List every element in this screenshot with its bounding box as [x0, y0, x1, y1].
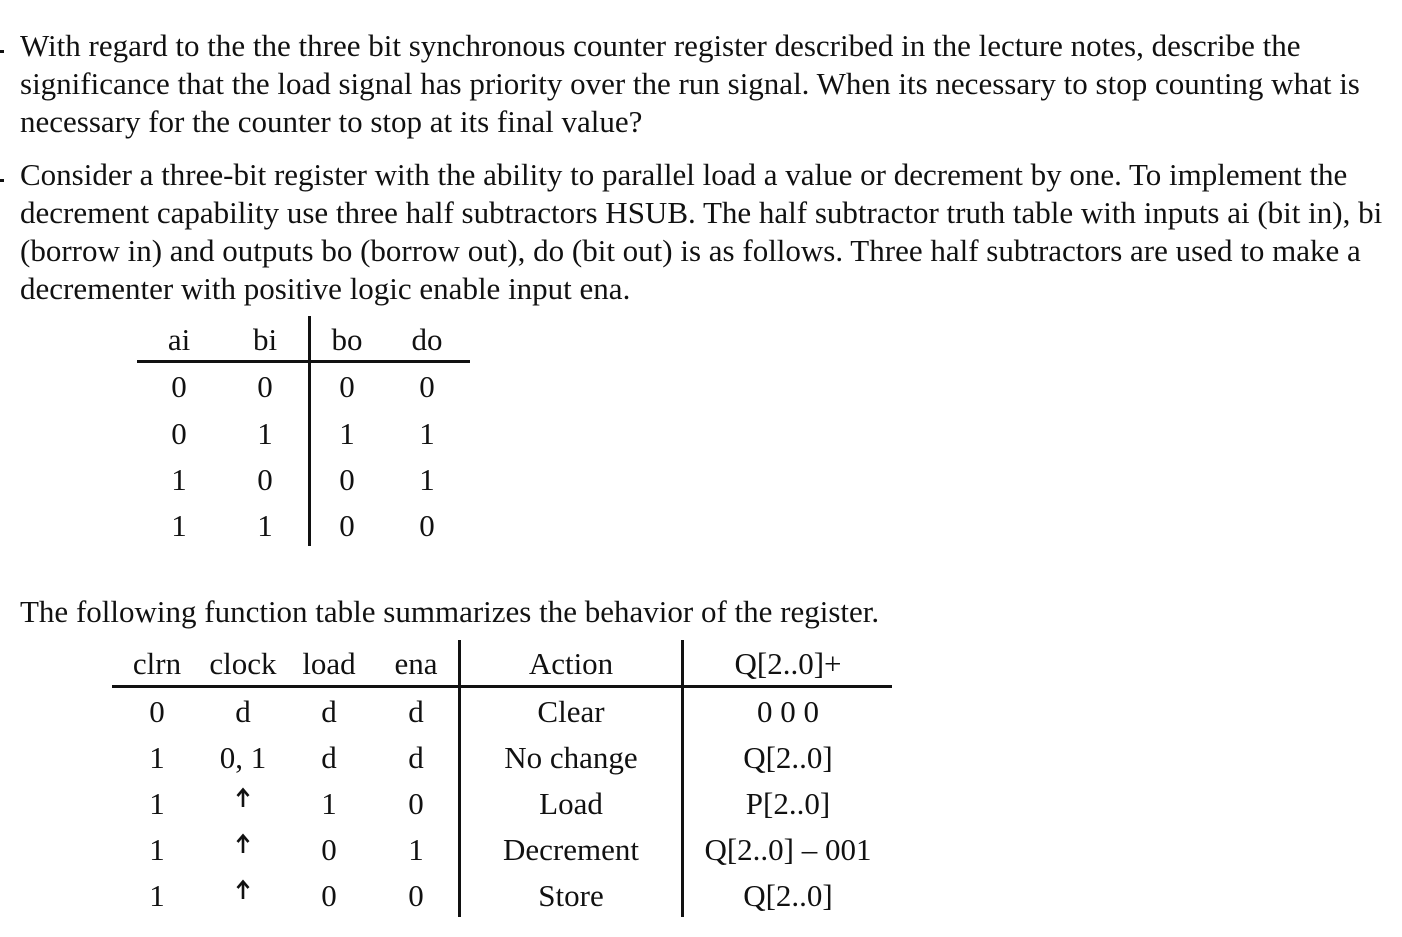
ft-cell: Q[2..0]: [743, 878, 833, 913]
ft-header-clock: clock: [209, 646, 277, 681]
ft-divider-inputs: [458, 640, 461, 917]
ft-cell: 1: [149, 878, 165, 913]
hsub-cell: 0: [257, 462, 273, 497]
hsub-cell: 1: [339, 416, 355, 451]
question-2-text: Consider a three-bit register with the ability to parallel load a value or decrement by one. To implement the decrement capability use three half subtractors HSUB. The half subtractor truth table with inputs ai (bit in), bi (borrow in) and outputs bo (borrow out), do (bit out) is as follows. Three half subtractors are used to make a decrementer with positive logic enable input ena.: [20, 157, 1383, 306]
up-arrow-icon: [203, 877, 283, 913]
hsub-cell: 1: [171, 508, 187, 543]
ft-header-rule: [112, 685, 892, 688]
ft-cell: Clear: [537, 694, 605, 729]
ft-cell: 0: [321, 832, 337, 867]
ft-cell: 1: [149, 832, 165, 867]
ft-cell: 0: [408, 878, 424, 913]
ft-header-clrn: clrn: [132, 646, 182, 681]
ft-cell: Decrement: [503, 832, 639, 867]
hsub-cell: 0: [419, 369, 435, 404]
ft-divider-action: [681, 640, 684, 917]
ft-header-load: load: [302, 646, 356, 681]
ft-cell: Q[2..0]: [743, 740, 833, 775]
ft-cell: 1: [149, 786, 165, 821]
hsub-cell: 1: [171, 462, 187, 497]
hsub-header-bi: bi: [252, 322, 278, 357]
question-1-text: With regard to the the three bit synchronous counter register described in the lecture notes, describe the significance that the load signal has priority over the run signal. When its necessary to stop counting what is necessary for the counter to stop at its final value?: [20, 28, 1360, 139]
ft-header-action: Action: [528, 646, 614, 681]
ft-cell: Load: [539, 786, 603, 821]
hsub-header-rule: [137, 360, 470, 363]
hsub-cell: 0: [339, 508, 355, 543]
up-arrow-icon: [203, 785, 283, 821]
hsub-cell: 1: [419, 462, 435, 497]
hsub-cell: 0: [339, 369, 355, 404]
hsub-cell: 1: [419, 416, 435, 451]
ft-cell: d: [235, 694, 251, 729]
ft-header-ena: ena: [394, 646, 438, 681]
hsub-cell: 0: [419, 508, 435, 543]
list-marker: [0, 50, 4, 53]
hsub-cell: 0: [339, 462, 355, 497]
ft-cell: 0: [321, 878, 337, 913]
hsub-divider: [308, 316, 311, 546]
ft-cell: d: [408, 694, 424, 729]
ft-cell: d: [321, 694, 337, 729]
ft-cell: Q[2..0] – 001: [704, 832, 872, 867]
hsub-header-do: do: [411, 322, 443, 357]
hsub-cell: 1: [257, 508, 273, 543]
ft-header-next-state: Q[2..0]+: [734, 646, 842, 681]
ft-cell: 0, 1: [219, 740, 267, 775]
hsub-cell: 0: [171, 416, 187, 451]
ft-cell: Store: [538, 878, 604, 913]
up-arrow-icon: [203, 831, 283, 867]
ft-cell: 1: [321, 786, 337, 821]
ft-cell: 0: [408, 786, 424, 821]
ft-cell: d: [408, 740, 424, 775]
ft-cell: d: [321, 740, 337, 775]
function-table-intro: The following function table summarizes the behavior of the register.: [20, 594, 880, 629]
list-marker: [0, 179, 4, 182]
hsub-cell: 0: [171, 369, 187, 404]
hsub-cell: 0: [257, 369, 273, 404]
ft-cell: 1: [149, 740, 165, 775]
hsub-header-bo: bo: [331, 322, 363, 357]
hsub-header-ai: ai: [167, 322, 191, 357]
ft-cell: 0: [149, 694, 165, 729]
ft-cell: P[2..0]: [745, 786, 831, 821]
hsub-cell: 1: [257, 416, 273, 451]
ft-cell: 1: [408, 832, 424, 867]
ft-cell: No change: [504, 740, 638, 775]
ft-cell: 0 0 0: [757, 694, 819, 729]
